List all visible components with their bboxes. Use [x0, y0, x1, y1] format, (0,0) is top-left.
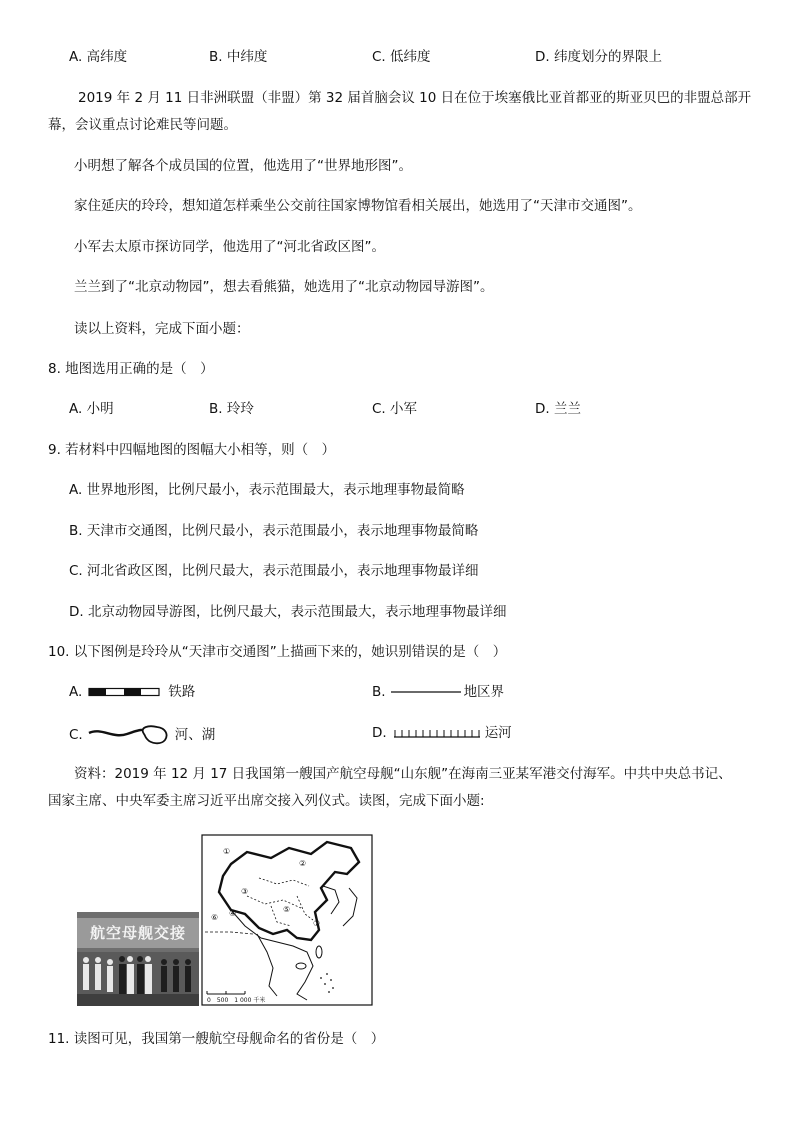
- river-lake-icon: [87, 724, 169, 746]
- q10-option-a-label: 铁路: [168, 684, 196, 700]
- q7-option-d: D. 纬度划分的界限上: [535, 49, 662, 65]
- china-regions-map: [201, 834, 373, 1006]
- q10-option-a: [69, 683, 195, 701]
- q8-stem: 8. 地图选用正确的是（ ）: [48, 361, 214, 377]
- material-para1-line1: 2019 年 2 月 11 日非洲联盟（非盟）第 32 届首脑会议 10 日在位于埃塞俄比亚首都亚的斯亚贝巴的非盟总部开: [78, 90, 752, 106]
- material2-line1: 资料：2019 年 12 月 17 日我国第一艘国产航空母舰“山东舰”在海南三亚某军港交付海军。中共中央总书记、: [74, 766, 732, 782]
- material-para1-line2: 幕，会议重点讨论难民等问题。: [48, 117, 237, 133]
- q10-option-c-label: 河、湖: [174, 727, 216, 743]
- q10-option-c: [69, 724, 215, 746]
- q11-stem: 11. 读图可见，我国第一艘航空母舰命名的省份是（ ）: [48, 1031, 385, 1047]
- boundary-line-icon: [390, 687, 462, 697]
- q9-option-a: A. 世界地形图，比例尺最小，表示范围最大，表示地理事物最简略: [69, 482, 465, 498]
- q9-stem: 9. 若材料中四幅地图的图幅大小相等，则（ ）: [48, 442, 336, 458]
- region-label-5: ⑤: [283, 905, 291, 914]
- railway-symbol-icon: [88, 687, 160, 697]
- q8-option-d: D. 兰兰: [535, 401, 581, 417]
- q8-option-c: C. 小军: [372, 401, 418, 417]
- material2-line2: 国家主席、中央军委主席习近平出席交接入列仪式。读图，完成下面小题:: [48, 793, 485, 809]
- region-label-7: ⑦: [313, 919, 321, 928]
- region-label-1: ①: [223, 847, 231, 856]
- ceremony-people-icon: [77, 912, 199, 1006]
- q10-option-a-letter: A.: [69, 684, 83, 700]
- carrier-ceremony-photo: [77, 912, 199, 1006]
- q7-option-b: B. 中纬度: [209, 49, 268, 65]
- q9-option-d: D. 北京动物园导游图，比例尺最大，表示范围最大，表示地理事物最详细: [69, 604, 507, 620]
- material-p5: 兰兰到了“北京动物园”，想去看熊猫，她选用了“北京动物园导游图”。: [74, 279, 494, 295]
- canal-symbol-icon: [393, 727, 481, 739]
- region-label-4: ④: [229, 909, 237, 918]
- q8-option-a: A. 小明: [69, 401, 114, 417]
- material-p4: 小军去太原市探访同学，他选用了“河北省政区图”。: [74, 239, 385, 255]
- material-instruction: 读以上资料，完成下面小题：: [74, 321, 250, 337]
- q10-option-b: [372, 683, 504, 701]
- q10-option-d-label: 运河: [484, 725, 512, 741]
- q10-option-d-letter: D.: [372, 725, 387, 741]
- region-label-3: ③: [241, 887, 249, 896]
- q9-option-c: C. 河北省政区图，比例尺最大，表示范围最小，表示地理事物最详细: [69, 563, 479, 579]
- region-label-2: ②: [299, 859, 307, 868]
- q10-option-b-label: 地区界: [463, 684, 505, 700]
- region-label-6: ⑥: [211, 913, 219, 922]
- q10-stem: 10. 以下图例是玲玲从“天津市交通图”上描画下来的，她识别错误的是（ ）: [48, 644, 507, 660]
- photo-banner-text: 航空母舰交接: [77, 918, 199, 948]
- q9-option-b: B. 天津市交通图，比例尺最小，表示范围最小，表示地理事物最简略: [69, 523, 479, 539]
- q10-option-d: [372, 724, 512, 742]
- q7-option-a: A. 高纬度: [69, 49, 128, 65]
- q10-option-c-letter: C.: [69, 727, 83, 743]
- q8-option-b: B. 玲玲: [209, 401, 254, 417]
- q7-option-c: C. 低纬度: [372, 49, 431, 65]
- material-p2: 小明想了解各个成员国的位置，他选用了“世界地形图”。: [74, 158, 412, 174]
- material-p3: 家住延庆的玲玲，想知道怎样乘坐公交前往国家博物馆看相关展出，她选用了“天津市交通图”。: [74, 198, 642, 214]
- map-scale-text: 0 500 1 000 千米: [207, 997, 266, 1004]
- q10-option-b-letter: B.: [372, 684, 386, 700]
